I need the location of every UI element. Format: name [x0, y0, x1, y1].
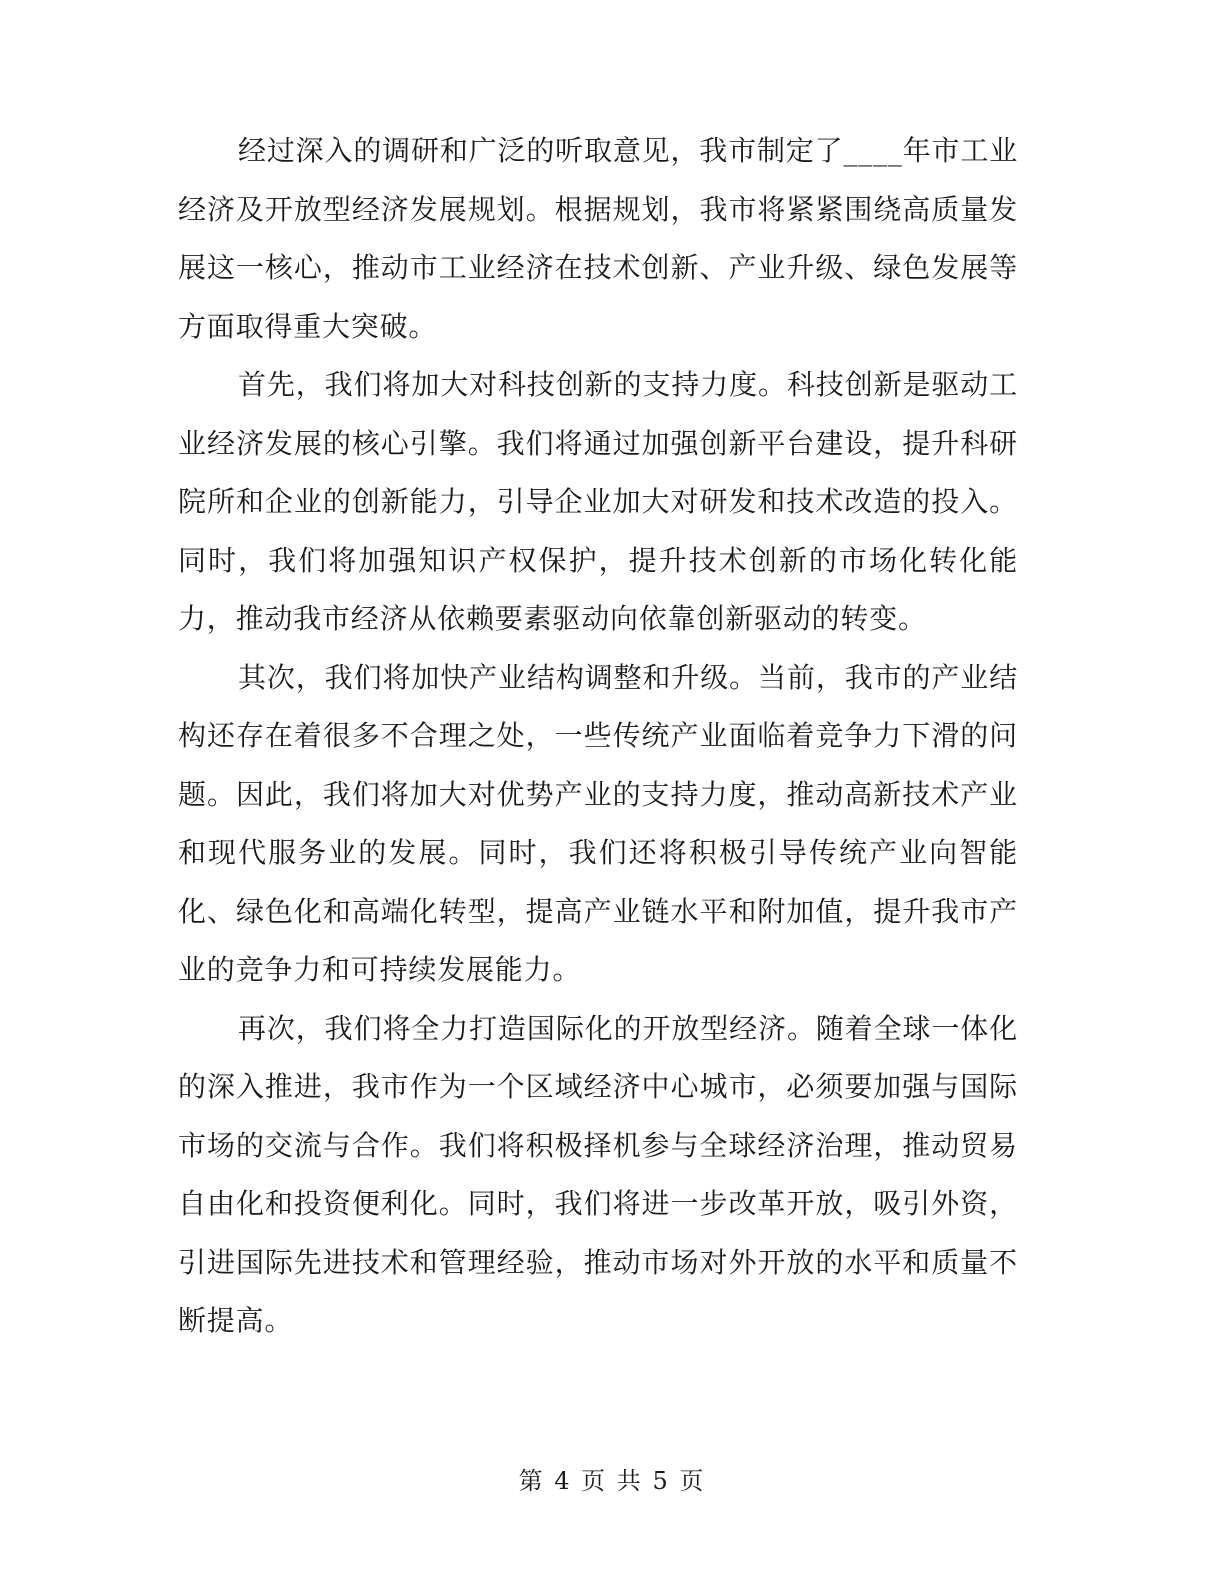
- paragraph-3: 其次，我们将加快产业结构调整和升级。当前，我市的产业结构还存在着很多不合理之处，一些传统产业面临着竞争力下滑的问题。因此，我们将加大对优势产业的支持力度，推动高新技术产业和现代服务业的发展。同时，我们还将积极引导传统产业向智能化、绿色化和高端化转型，提高产业链水平和附加值，提升我市产业的竞争力和可持续发展能力。: [178, 660, 1018, 986]
- document-body: [178, 122, 1018, 1351]
- paragraph-2: 首先，我们将加大对科技创新的支持力度。科技创新是驱动工业经济发展的核心引擎。我们将通过加强创新平台建设，提升科研院所和企业的创新能力，引导企业加大对研发和技术改造的投入。同时，我们将加强知识产权保护，提升技术创新的市场化转化能力，推动我市经济从依赖要素驱动向依靠创新驱动的转变。: [178, 368, 1018, 635]
- page-number-footer: 第 4 页 共 5 页: [518, 1467, 706, 1495]
- paragraph-4: 再次，我们将全力打造国际化的开放型经济。随着全球一体化的深入推进，我市作为一个区域经济中心城市，必须要加强与国际市场的交流与合作。我们将积极择机参与全球经济治理，推动贸易自由化和投资便利化。同时，我们将进一步改革开放，吸引外资，引进国际先进技术和管理经验，推动市场对外开放的水平和质量不断提高。: [178, 1011, 1018, 1337]
- paragraph-1: 经过深入的调研和广泛的听取意见，我市制定了____年市工业经济及开放型经济发展规划。根据规划，我市将紧紧围绕高质量发展这一核心，推动市工业经济在技术创新、产业升级、绿色发展等方面取得重大突破。: [178, 134, 1018, 343]
